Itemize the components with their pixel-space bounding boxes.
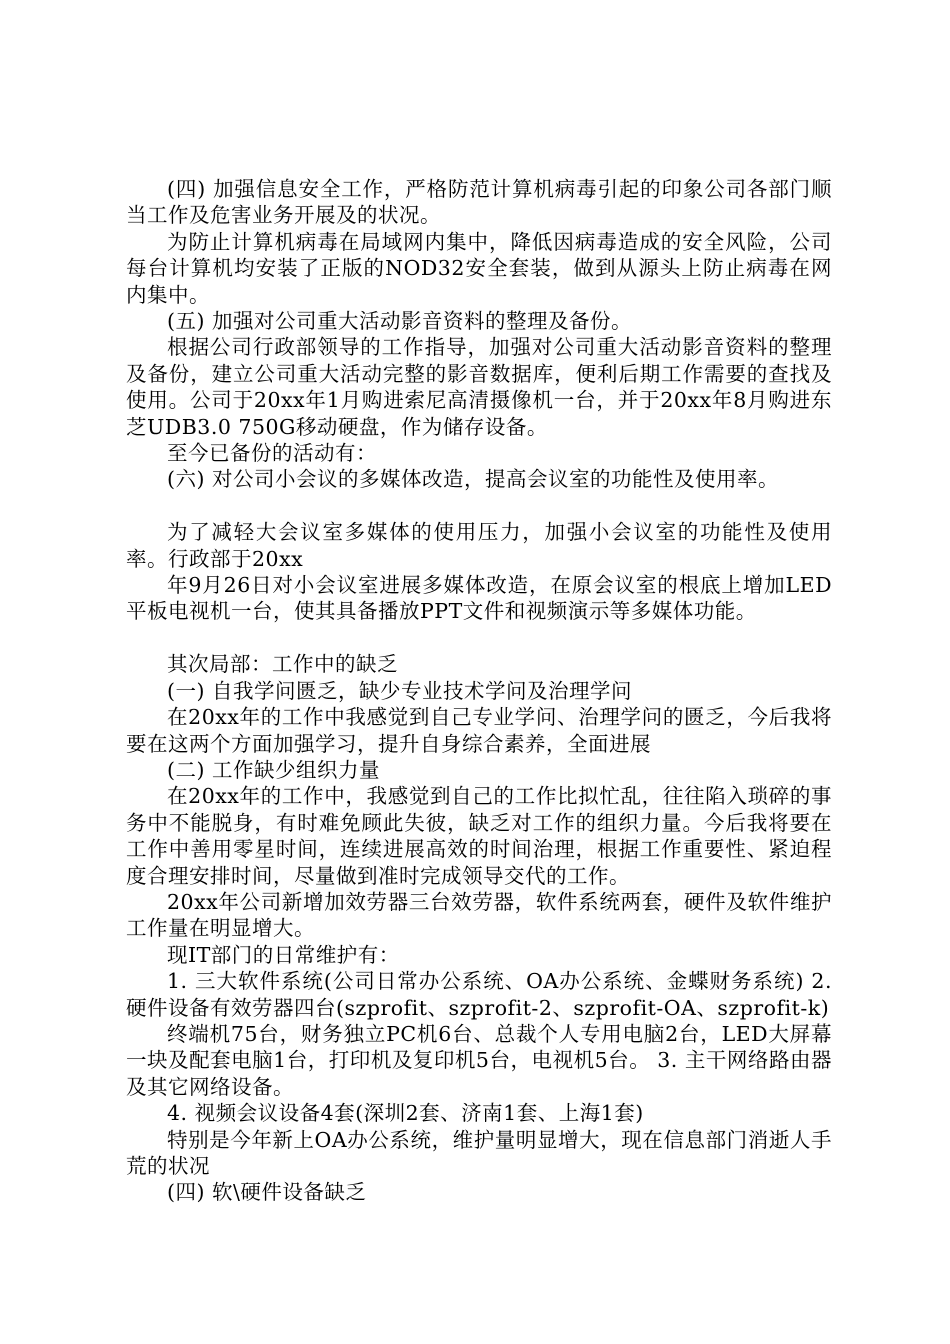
section-heading-shortcomings: 其次局部：工作中的缺乏: [167, 652, 398, 677]
paragraph-meeting-room-2: 年9月26日对小会议室进展多媒体改造，在原会议室的根底上增加LED平板电视机一台，使其具备播放PPT文件和视频演示等多媒体功能。: [126, 573, 832, 624]
heading-organization: (二) 工作缺少组织力量: [167, 757, 381, 782]
paragraph-media-backup: 根据公司行政部领导的工作指导，加强对公司重大活动影音资料的整理及备份，建立公司重大活动完整的影音数据库，便利后期工作需要的查找及使用。公司于20xx年1月购进索尼高清摄像机一台，并于20xx年8月购进东芝UDB3.0 750G移动硬盘，作为储存设备。: [126, 335, 832, 439]
heading-knowledge: (一) 自我学问匮乏，缺少专业技术学问及治理学问: [167, 678, 633, 703]
heading-info-security: (四) 加强信息安全工作，严格防范计算机病毒引起的印象公司各部门顺当工作及危害业务开展及的状况。: [126, 177, 832, 228]
paragraph-organization: 在20xx年的工作中，我感觉到自己的工作比拟忙乱，往往陷入琐碎的事务中不能脱身，有时难免顾此失彼，缺乏对工作的组织力量。今后我将要在工作中善用零星时间，连续进展高效的时间治理，根据工作重要性、紧迫程度合理安排时间，尽量做到准时完成领导交代的工作。: [126, 784, 832, 888]
paragraph-backed-up-events: 至今已备份的活动有：: [167, 441, 377, 466]
paragraph-servers: 20xx年公司新增加效劳器三台效劳器，软件系统两套，硬件及软件维护工作量在明显增大。: [126, 889, 832, 941]
heading-media-backup: (五) 加强对公司重大活动影音资料的整理及备份。: [167, 309, 633, 334]
blank-line: [126, 493, 832, 519]
blank-line: [126, 625, 832, 651]
paragraph-oa-system: 特别是今年新上OA办公系统，维护量明显增大，现在信息部门消逝人手荒的状况: [126, 1127, 832, 1178]
heading-equipment-shortage: (四) 软\硬件设备缺乏: [167, 1180, 367, 1205]
list-item-terminals: 终端机75台，财务独立PC机6台、总裁个人专用电脑2台，LED大屏幕一块及配套电脑1台，打印机及复印机5台，电视机5台。 3. 主干网络路由器及其它网络设备。: [126, 1021, 832, 1099]
document-body: [126, 176, 832, 1206]
paragraph-knowledge: 在20xx年的工作中我感觉到自己专业学问、治理学问的匮乏，今后我将要在这两个方面加强学习，提升自身综合素养，全面进展: [126, 705, 832, 756]
paragraph-it-maintenance: 现IT部门的日常维护有：: [167, 942, 400, 967]
list-item-video-conference: 4. 视频会议设备4套(深圳2套、济南1套、上海1套): [167, 1101, 644, 1126]
paragraph-antivirus: 为防止计算机病毒在局域网内集中，降低因病毒造成的安全风险，公司每台计算机均安装了正版的NOD32安全套装，做到从源头上防止病毒在网内集中。: [126, 229, 832, 307]
heading-meeting-room: (六) 对公司小会议的多媒体改造，提高会议室的功能性及使用率。: [167, 467, 780, 492]
list-item-software-hardware: 1. 三大软件系统(公司日常办公系统、OA办公系统、金蝶财务系统) 2. 硬件设备有效劳器四台(szprofit、szprofit-2、szprofit-OA、szprofit-k): [126, 969, 832, 1020]
paragraph-meeting-room-1: 为了减轻大会议室多媒体的使用压力，加强小会议室的功能性及使用率。行政部于20xx: [126, 520, 832, 571]
